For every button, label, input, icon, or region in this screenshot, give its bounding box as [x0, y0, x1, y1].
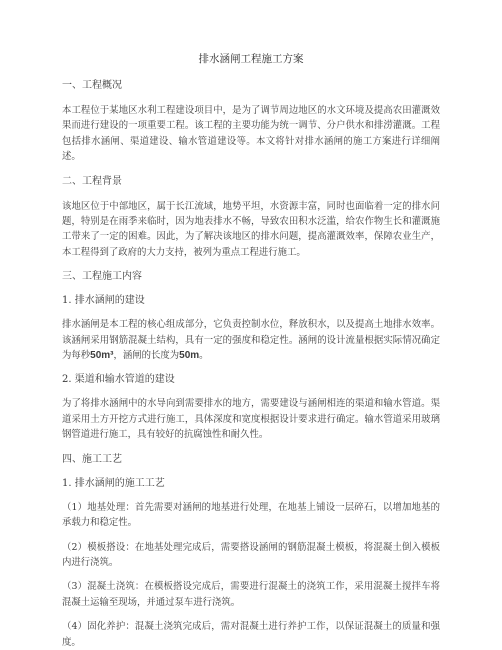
section-heading-overview: 一、工程概况: [62, 80, 122, 91]
section-heading-background: 二、工程背景: [62, 175, 122, 187]
process-item: （1）地基处理：首先需要对涵闸的地基进行处理，在地基上铺设一层碎石，以增加地基的承载力和稳定性。: [62, 501, 440, 529]
paragraph-overview: 本工程位于某地区水利工程建设项目中，是为了调节周边地区的水文环境及提高农田灌溉效果而进行建设的一项重要工程。该工程的主要功能为统一调节、分户供水和排涝灌溉。工程包括排水涵闸、渠道建设、输水管道建设等。本文将针对排水涵闸的施工方案进行详细阐述。: [62, 105, 440, 163]
subheading-channel-pipeline: 2. 渠道和输水管道的建设: [62, 374, 175, 386]
section-heading-process: 四、施工工艺: [62, 453, 122, 465]
process-item: （2）模板搭设：在地基处理完成后，需要搭设涵闸的钢筋混凝土模板，将混凝土倒入模板内进行浇筑。: [62, 541, 440, 568]
flow-value: 50m³: [90, 350, 114, 362]
process-item: （3）混凝土浇筑：在模板搭设完成后，需要进行混凝土的浇筑工作，采用混凝土搅拌车将混凝土运输至现场，并通过泵车进行浇筑。: [62, 581, 440, 608]
subheading-sluice-construction: 1. 排水涵闸的建设: [62, 295, 145, 307]
paragraph-background: 该地区位于中部地区，属于长江流域，地势平坦，水资源丰富，同时也面临着一定的排水问题，特别是在雨季来临时，因为地表排水不畅，导致农田积水泛滥，给农作物生长和灌溉施工带来了一定的困难。因此，为了解决该地区的排水问题，提高灌溉效率，保障农业生产，本工程得到了政府的大力支持，被列为重点工程进行施工。: [62, 200, 440, 258]
document-title: 排水涵闸工程施工方案: [198, 53, 304, 65]
sluice-text-a: 排水涵闸是本工程的核心组成部分，它负责控制水位，释放积水，以及提高土地排水效率。该涵闸采用钢筋混凝土结构，具有一定的强度和稳定性。涵闸的设计流量根据实际情况确定为每秒: [62, 319, 440, 362]
sluice-text-b: ，涵闸的长度为: [113, 350, 180, 362]
process-item: （4）固化养护：混凝土浇筑完成后，需对混凝土进行养护工作，以保证混凝土的质量和强度。: [62, 621, 440, 648]
sluice-text-c: 。: [199, 350, 209, 362]
length-value: 50m: [179, 350, 200, 362]
section-heading-construction-content: 三、工程施工内容: [62, 271, 142, 283]
paragraph-sluice-construction: [62, 317, 440, 363]
paragraph-channel-pipeline: 为了将排水涵闸中的水导向到需要排水的地方，需要建设与涵闸相连的渠道和输水管道。渠道采用土方开挖方式进行施工，具体深度和宽度根据设计要求进行确定。输水管道采用玻璃钢管道进行施工，具有较好的抗腐蚀性和耐久性。: [62, 398, 440, 441]
subheading-sluice-process: 1. 排水涵闸的施工工艺: [62, 477, 165, 489]
